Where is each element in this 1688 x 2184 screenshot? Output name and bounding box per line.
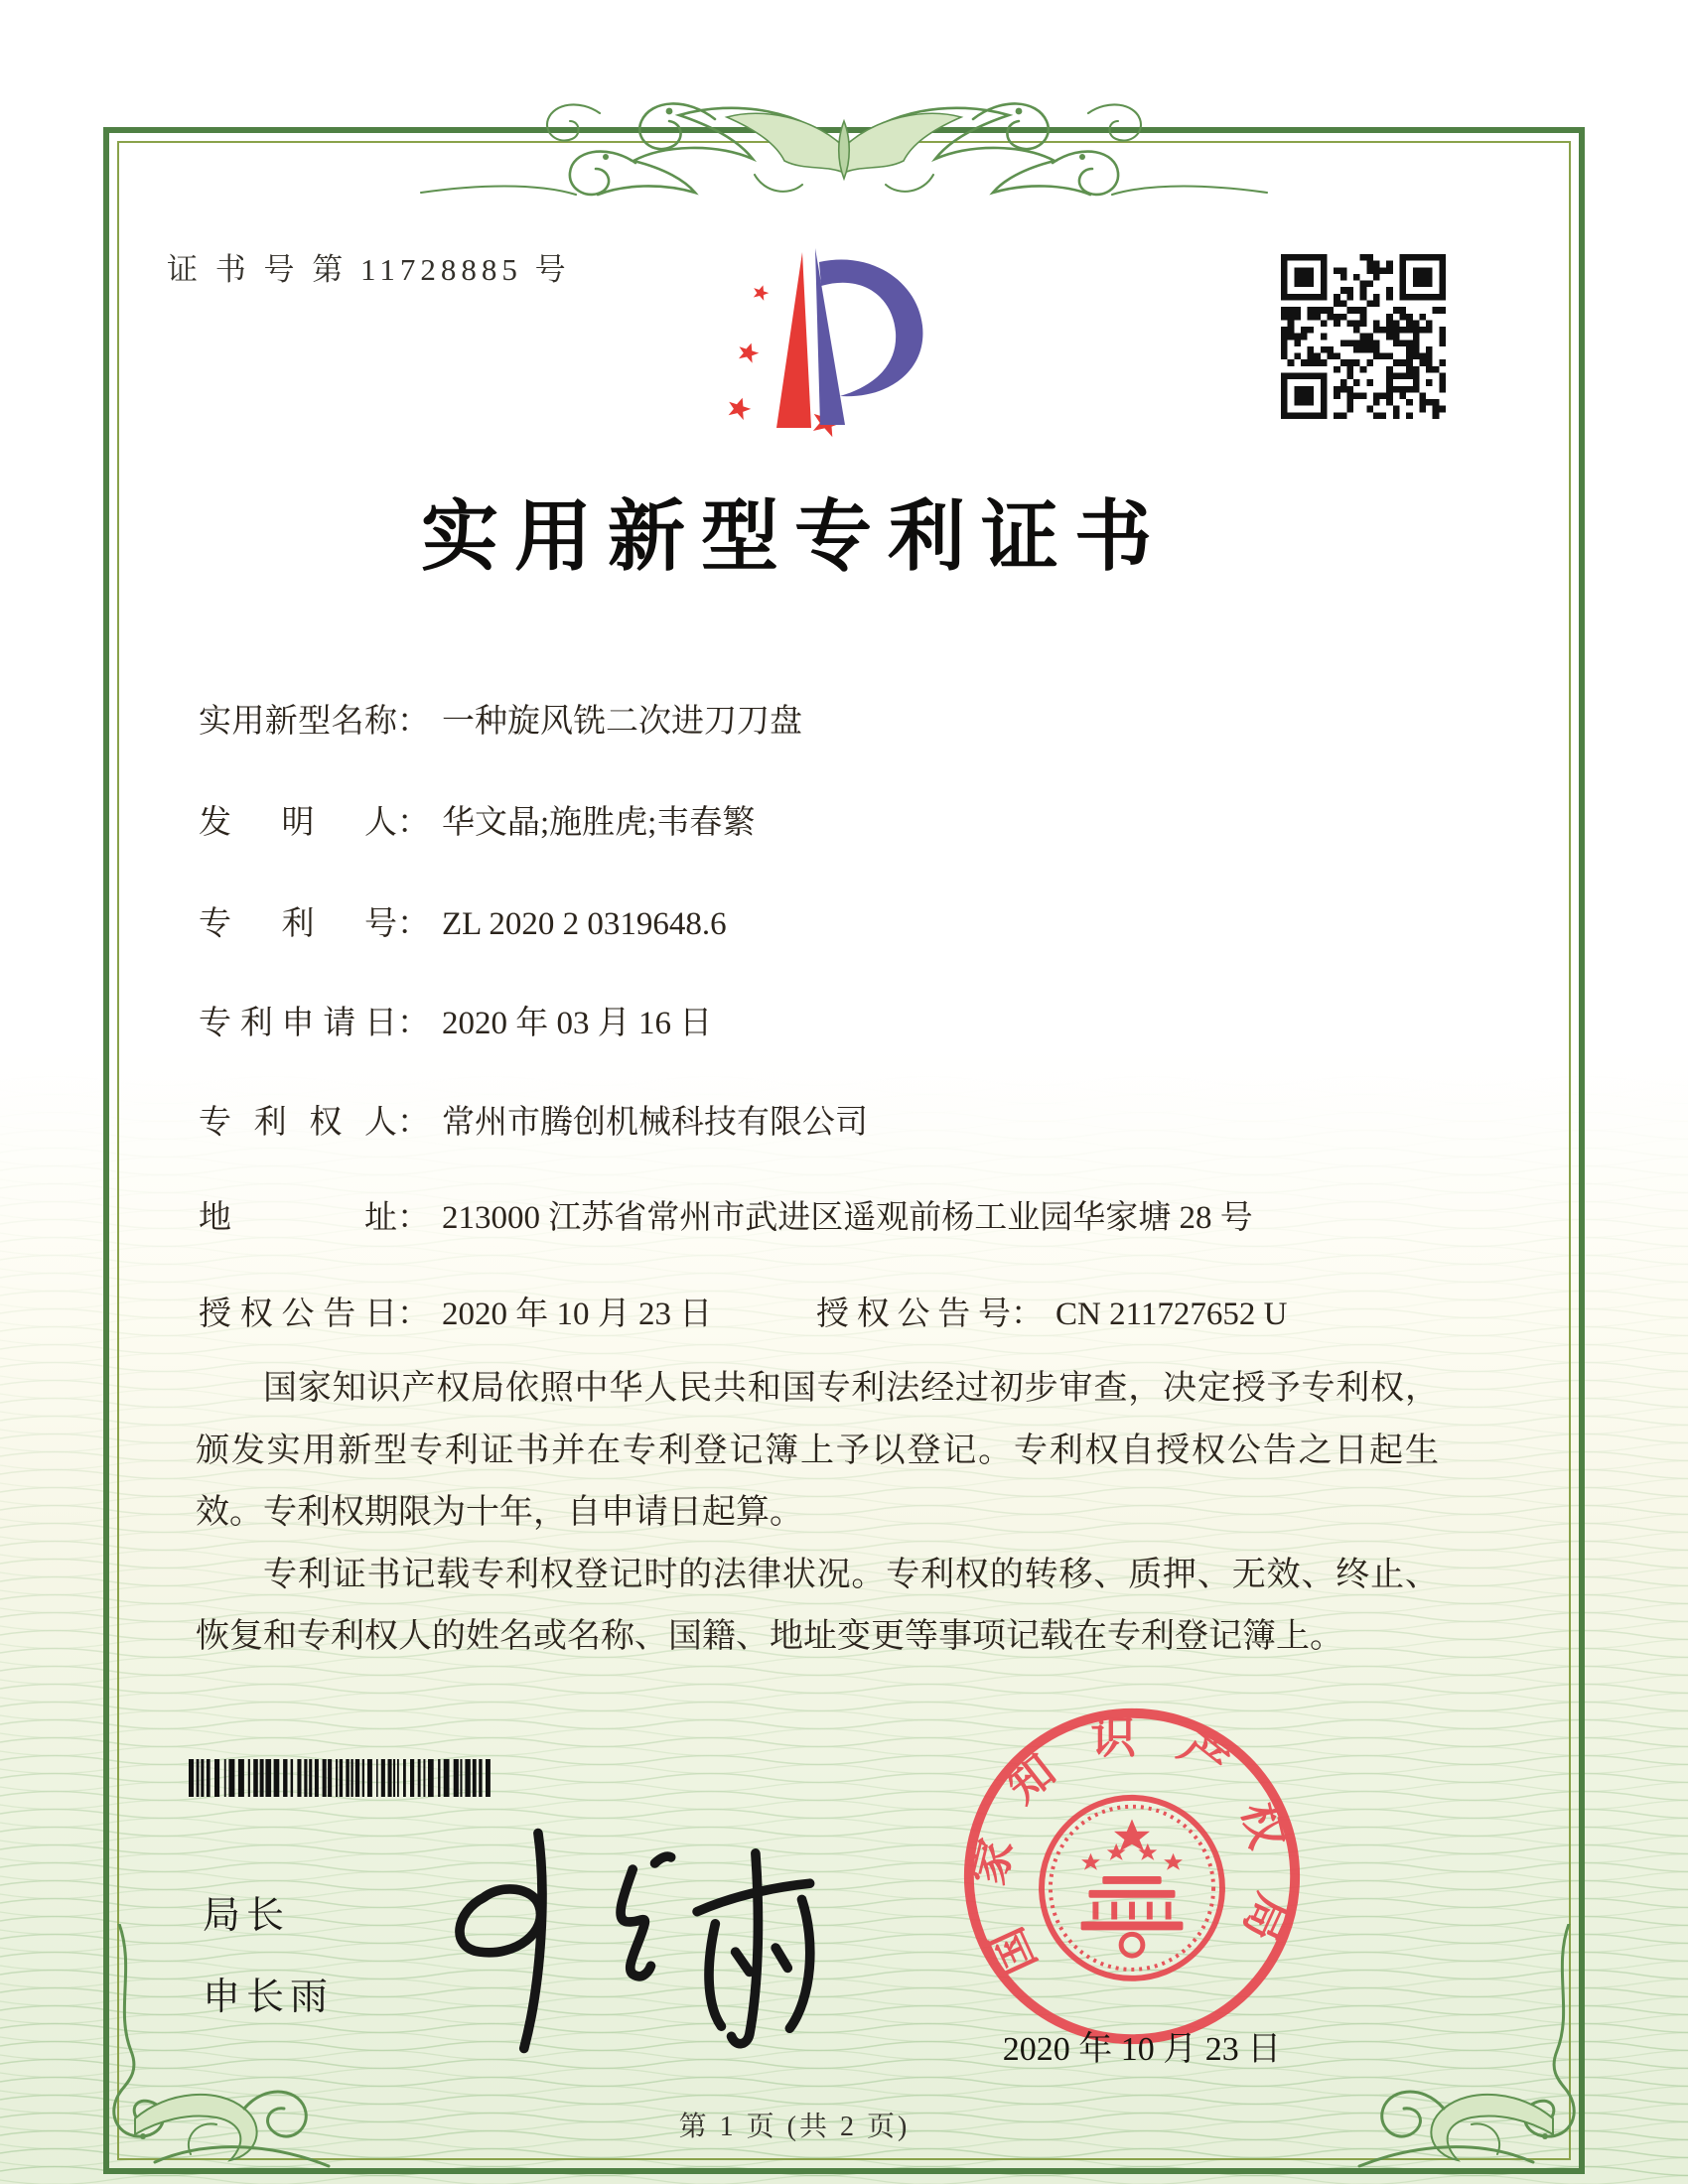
field-row-utility-model-name [199, 695, 1509, 742]
seal-org-text: 国家知识产权局 [962, 1711, 1302, 1982]
field-colon: ： [397, 805, 430, 841]
field-colon: ： [397, 704, 430, 740]
field-colon: ： [397, 1006, 430, 1041]
field-colon: ： [397, 1105, 430, 1141]
field-row-grant [199, 1288, 1509, 1334]
field-row-address [199, 1191, 1509, 1238]
page-footer: 第 1 页 (共 2 页) [678, 2112, 911, 2142]
field-label: 授 权 公 告 日 [199, 1297, 397, 1332]
field-value: 华文晶;施胜虎;韦春繁 [442, 805, 756, 841]
field-value: 2020 年 03 月 16 日 [442, 1006, 713, 1041]
grant-number-pair [816, 1288, 1287, 1334]
field-label: 实 用 新 型 名 称 [199, 704, 397, 740]
field-colon: ： [397, 1200, 430, 1236]
field-row-patentee [199, 1096, 1509, 1143]
field-label: 发 明 人 [199, 805, 397, 841]
field-value: 2020 年 10 月 23 日 [442, 1297, 713, 1332]
certificate-number: 证 书 号 第 11728885 号 [167, 252, 571, 287]
field-colon: ： [1011, 1297, 1044, 1332]
field-label: 专 利 权 人 [199, 1105, 397, 1141]
field-value: 常州市腾创机械科技有限公司 [442, 1105, 868, 1141]
field-colon: ： [397, 906, 430, 942]
field-row-patent-number [199, 897, 1509, 944]
legal-paragraph-1: 国家知识产权局依照中华人民共和国专利法经过初步审查，决定授予专利权，颁发实用新型专利证书并在专利登记簿上予以登记。专利权自授权公告之日起生效。专利权期限为十年，自申请日起算。 [196, 1370, 1439, 1532]
legal-text-block [196, 1358, 1439, 1669]
field-value: 一种旋风铣二次进刀刀盘 [442, 704, 802, 740]
qr-code [1281, 254, 1446, 419]
national-emblem-icon [1042, 1798, 1222, 1979]
svg-text:国家知识产权局 [962, 1711, 1301, 1981]
field-colon: ： [397, 1297, 430, 1332]
certificate-title: 实用新型专利证书 [420, 493, 1168, 580]
field-label: 地 址 [199, 1200, 397, 1236]
seal-date: 2020 年 10 月 23 日 [1002, 2031, 1282, 2068]
cnipa-logo-icon [683, 199, 931, 442]
cnipa-official-seal [955, 1700, 1309, 2053]
field-value: ZL 2020 2 0319648.6 [442, 906, 727, 942]
field-value: CN 211727652 U [1055, 1297, 1288, 1332]
field-row-inventors [199, 796, 1509, 843]
field-row-filing-date [199, 997, 1509, 1043]
field-value: 213000 江苏省常州市武进区遥观前杨工业园华家塘 28 号 [442, 1200, 1253, 1236]
legal-paragraph-2: 专利证书记载专利权登记时的法律状况。专利权的转移、质押、无效、终止、恢复和专利权人的姓名或名称、国籍、地址变更等事项记载在专利登记簿上。 [196, 1556, 1439, 1656]
commissioner-role-label: 局长 [203, 1895, 291, 1937]
field-label: 授 权 公 告 号 [816, 1297, 1011, 1332]
commissioner-signature [395, 1817, 838, 2063]
field-label: 专 利 申 请 日 [199, 1006, 397, 1041]
commissioner-name-label: 申长雨 [203, 1977, 335, 2018]
barcode [189, 1759, 498, 1799]
field-label: 专 利 号 [199, 906, 397, 942]
